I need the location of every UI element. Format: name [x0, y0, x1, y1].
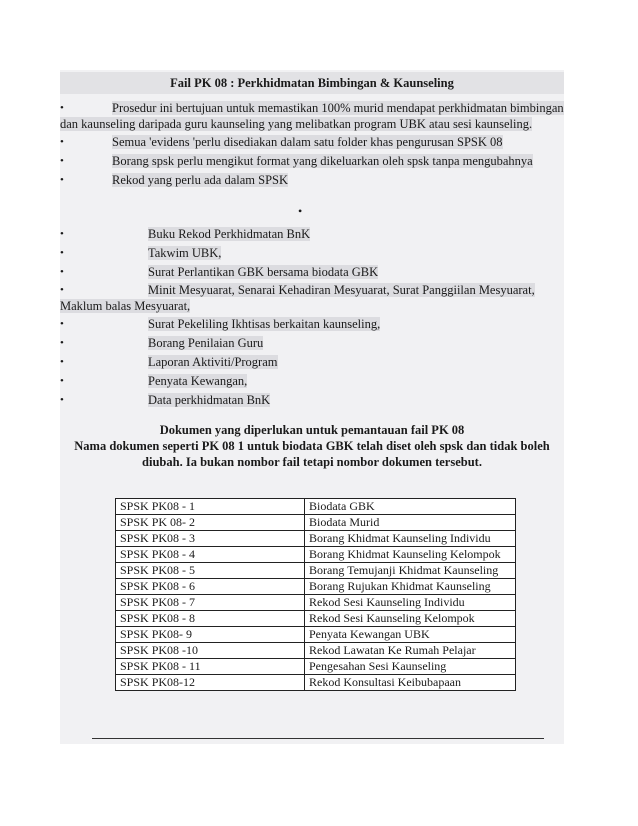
table-row [116, 659, 516, 675]
record-bullet-6 [60, 335, 564, 351]
bullet-icon: • [298, 204, 303, 218]
sub-heading-line-3: diubah. Ia bukan nombor fail tetapi nombor dokumen tersebut. [142, 455, 482, 469]
table-cell-name: Rekod Lawatan Ke Rumah Pelajar [305, 643, 516, 659]
record-bullet-5 [60, 316, 564, 332]
footer-rule [92, 738, 544, 739]
intro-continuation-text: dan kaunseling daripada guru kaunseling yang melibatkan program UBK atau sesi kaunseling. [60, 117, 533, 131]
sub-heading-line-2: Nama dokumen seperti PK 08 1 untuk biodata GBK telah diset oleh spsk dan tidak boleh [74, 439, 550, 453]
record-bullet-1 [60, 226, 564, 242]
table-cell-code: SPSK PK 08- 2 [116, 515, 305, 531]
record-continuation-text: Maklum balas Mesyuarat, [60, 299, 191, 313]
record-bullet-6-text: Borang Penilaian Guru [148, 336, 264, 350]
intro-bullet-2-text: Semua 'evidens 'perlu disediakan dalam satu folder khas pengurusan SPSK 08 [112, 135, 503, 149]
table-cell-name: Borang Khidmat Kaunseling Kelompok [305, 547, 516, 563]
record-bullet-3-text: Surat Perlantikan GBK bersama biodata GBK [148, 265, 379, 279]
bullet-icon: • [60, 174, 64, 186]
table-cell-code: SPSK PK08 - 11 [116, 659, 305, 675]
record-bullet-2 [60, 245, 564, 261]
table-cell-code: SPSK PK08 - 1 [116, 499, 305, 515]
record-bullet-2-text: Takwim UBK, [148, 246, 222, 260]
table-cell-name: Rekod Sesi Kaunseling Kelompok [305, 611, 516, 627]
intro-bullet-4-text: Rekod yang perlu ada dalam SPSK [112, 173, 289, 187]
bullet-icon: • [60, 136, 64, 148]
table-cell-name: Penyata Kewangan UBK [305, 627, 516, 643]
table-cell-name: Pengesahan Sesi Kaunseling [305, 659, 516, 675]
table-cell-code: SPSK PK08 -10 [116, 643, 305, 659]
bullet-icon: • [60, 375, 64, 387]
intro-bullet-1 [60, 100, 564, 116]
table-cell-code: SPSK PK08 - 8 [116, 611, 305, 627]
table-cell-name: Borang Temujanji Khidmat Kaunseling [305, 563, 516, 579]
bullet-icon: • [60, 266, 64, 278]
bullet-icon: • [60, 318, 64, 330]
table-cell-name: Rekod Sesi Kaunseling Individu [305, 595, 516, 611]
table-cell-code: SPSK PK08 - 5 [116, 563, 305, 579]
record-bullet-4 [60, 282, 564, 298]
record-bullet-9 [60, 392, 564, 408]
table-row [116, 515, 516, 531]
intro-bullet-3 [60, 153, 564, 169]
intro-bullet-4 [60, 172, 564, 188]
bullet-icon: • [60, 394, 64, 406]
record-continuation [60, 298, 564, 314]
intro-bullet-3-text: Borang spsk perlu mengikut format yang dikeluarkan oleh spsk tanpa mengubahnya [112, 154, 533, 168]
bullet-icon: • [60, 356, 64, 368]
table-cell-name: Biodata GBK [305, 499, 516, 515]
record-bullet-7 [60, 354, 564, 370]
table-row [116, 547, 516, 563]
record-bullet-7-text: Laporan Aktiviti/Program [148, 355, 278, 369]
page-title: Fail PK 08 : Perkhidmatan Bimbingan & Kaunseling [60, 72, 564, 94]
bullet-icon: • [60, 247, 64, 259]
bullet-icon: • [60, 337, 64, 349]
table-cell-name: Borang Rujukan Khidmat Kaunseling [305, 579, 516, 595]
record-bullet-4-text: Minit Mesyuarat, Senarai Kehadiran Mesyuarat, Surat Panggiilan Mesyuarat, [148, 283, 535, 297]
table-row [116, 499, 516, 515]
sub-heading-line-1: Dokumen yang diperlukan untuk pemantauan fail PK 08 [159, 423, 465, 437]
document-code-table [115, 498, 516, 691]
table-cell-name: Borang Khidmat Kaunseling Individu [305, 531, 516, 547]
table-cell-name: Rekod Konsultasi Keibubapaan [305, 675, 516, 691]
intro-bullet-2 [60, 134, 564, 150]
bullet-icon: • [60, 155, 64, 167]
table-row [116, 579, 516, 595]
table-row [116, 595, 516, 611]
table-row [116, 643, 516, 659]
intro-continuation [60, 116, 564, 132]
table-cell-code: SPSK PK08 - 4 [116, 547, 305, 563]
bullet-icon: • [60, 284, 64, 296]
record-bullet-9-text: Data perkhidmatan BnK [148, 393, 271, 407]
table-cell-code: SPSK PK08- 9 [116, 627, 305, 643]
record-bullet-8 [60, 373, 564, 389]
table-row [116, 531, 516, 547]
table-row [116, 627, 516, 643]
record-bullet-3 [60, 264, 564, 280]
record-bullet-1-text: Buku Rekod Perkhidmatan BnK [148, 227, 311, 241]
table-row [116, 675, 516, 691]
table-row [116, 611, 516, 627]
bullet-icon: • [60, 228, 64, 240]
table-cell-code: SPSK PK08-12 [116, 675, 305, 691]
table-cell-code: SPSK PK08 - 6 [116, 579, 305, 595]
record-bullet-8-text: Penyata Kewangan, [148, 374, 248, 388]
intro-bullet-1-text: Prosedur ini bertujuan untuk memastikan 100% murid mendapat perkhidmatan bimbingan [112, 101, 564, 115]
table-cell-code: SPSK PK08 - 7 [116, 595, 305, 611]
record-bullet-5-text: Surat Pekeliling Ikhtisas berkaitan kaunseling, [148, 317, 381, 331]
table-cell-code: SPSK PK08 - 3 [116, 531, 305, 547]
table-cell-name: Biodata Murid [305, 515, 516, 531]
table-row [116, 563, 516, 579]
bullet-icon: • [60, 102, 64, 114]
